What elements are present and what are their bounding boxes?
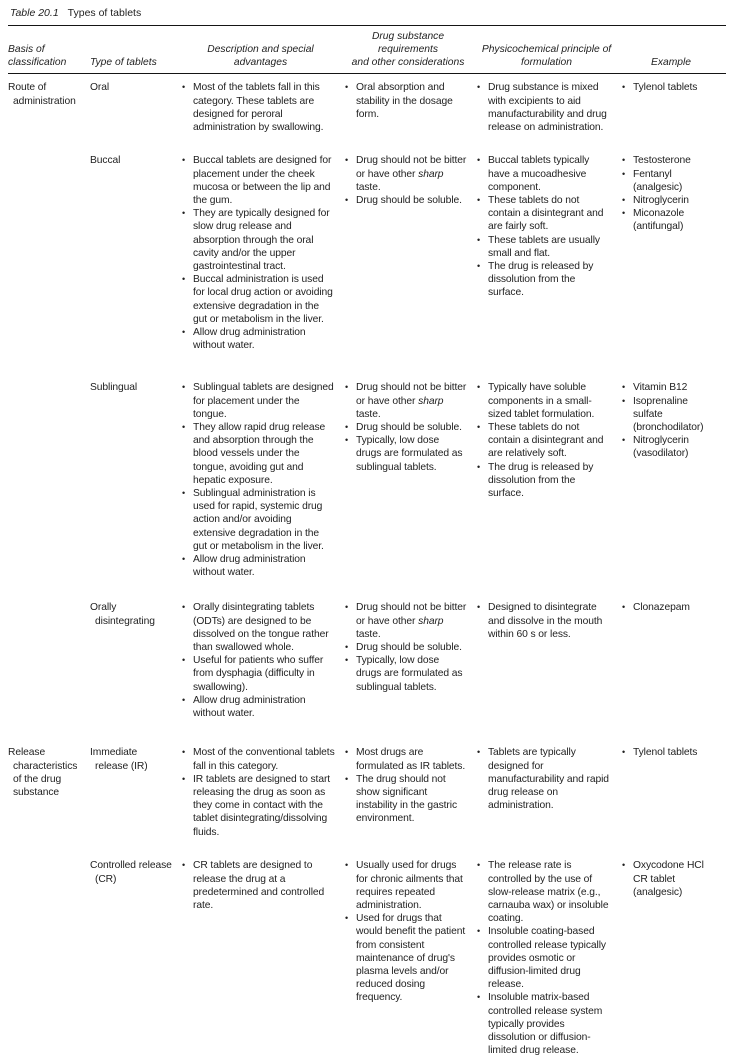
bullet-item: • Tylenol tablets [622, 82, 698, 94]
column-header-line: Example [650, 56, 692, 68]
description-cell [182, 601, 345, 739]
column-header-example [622, 26, 726, 73]
bullet-item: • Most of the tablets fall in this category. These tablets are designed for peroral administration by swallowing. [182, 82, 324, 133]
principle-cell [477, 81, 622, 147]
bullet-item: • Drug substance is mixed with excipients to aid manufacturability and drug release on administration. [477, 82, 607, 133]
type-cell: Controlled release (CR) [90, 860, 172, 885]
bullet-item: • Drug should be soluble. [345, 642, 462, 653]
bullet-icon: • [622, 382, 626, 393]
type-cell: Buccal [90, 155, 121, 167]
bullet-item: • Allow drug administration without water. [182, 554, 306, 579]
bullet-item: • Clonazepam [622, 602, 690, 614]
bullet-icon: • [477, 82, 481, 93]
description-cell [182, 859, 345, 1062]
bullet-icon: • [477, 461, 481, 472]
column-header-line: Type of tablets [90, 56, 157, 68]
bullet-icon: • [477, 155, 481, 166]
bullet-item: • Usually used for drugs for chronic ailments that requires repeated administration. [345, 860, 463, 911]
bullet-icon: • [182, 554, 186, 565]
example-cell [622, 859, 726, 1062]
bullet-icon: • [477, 926, 481, 937]
column-header-description-and-special-advantages [182, 26, 345, 73]
bullet-item: • Drug should not be bitter or have other sharp taste. [345, 155, 467, 193]
bullet-item: • The drug is released by dissolution from the surface. [477, 461, 594, 500]
bullet-icon: • [345, 642, 349, 652]
bullet-item: • Buccal administration is used for local drug action or avoiding extensive degradation in the gut or metabolism in the liver. [182, 274, 333, 325]
bullet-icon: • [477, 234, 481, 245]
bullet-icon: • [345, 860, 349, 871]
column-header-line: Drug substance requirements [371, 31, 445, 55]
bullet-item: • Tablets are typically designed for manufacturability and rapid drug release on administration. [477, 747, 609, 812]
bullet-item: • Testosterone [622, 155, 691, 167]
bullet-icon: • [477, 382, 481, 393]
bullet-icon: • [345, 602, 349, 613]
bullet-item: • Miconazole (antifungal) [622, 208, 685, 233]
bullet-icon: • [345, 435, 349, 446]
bullet-icon: • [182, 82, 186, 93]
bullet-item: • Buccal tablets typically have a mucoadhesive component. [477, 155, 590, 193]
bullet-item: • Fentanyl (analgesic) [622, 168, 683, 193]
bullet-item: • These tablets are usually small and flat. [477, 234, 600, 259]
bullet-item: • CR tablets are designed to release the drug at a predetermined and controlled rate. [182, 860, 325, 911]
example-cell [622, 746, 726, 852]
table-row [8, 739, 726, 852]
bullet-item: • Orally disintegrating tablets (ODTs) are designed to be dissolved on the tongue rather than swallowed whole. [182, 602, 329, 653]
bullet-icon: • [477, 422, 481, 432]
bullet-icon: • [345, 747, 349, 758]
bullet-icon: • [345, 422, 349, 432]
bullet-icon: • [477, 195, 481, 205]
bullet-icon: • [477, 602, 481, 613]
bullet-item: • Typically, low dose drugs are formulated as sublingual tablets. [345, 655, 463, 693]
example-cell [622, 381, 726, 594]
bullet-icon: • [477, 860, 481, 871]
bullet-icon: • [622, 860, 626, 871]
bullet-icon: • [622, 208, 626, 219]
bullet-icon: • [182, 208, 186, 219]
table-row [8, 147, 726, 374]
requirements-cell [345, 154, 477, 374]
type-cell: Orally disintegrating [90, 602, 155, 627]
bullet-item: • Typically have soluble components in a small-sized tablet formulation. [477, 382, 595, 420]
bullet-icon: • [622, 602, 626, 613]
bullet-item: • Sublingual tablets are designed for placement under the tongue. [182, 382, 334, 420]
table-row [8, 374, 726, 594]
bullet-icon: • [182, 274, 186, 285]
basis-cell [8, 154, 90, 374]
bullet-item: • Oxycodone HCl CR tablet (analgesic) [622, 860, 704, 898]
bullet-icon: • [345, 195, 349, 205]
description-cell [182, 154, 345, 374]
bullet-item: • The drug should not show significant instability in the gastric environment. [345, 773, 457, 825]
bullet-icon: • [622, 195, 626, 205]
bullet-icon: • [182, 422, 186, 432]
column-header-line: Basis of [8, 43, 45, 55]
table-number: Table 20.1 [10, 7, 59, 19]
bullet-item: • The drug is released by dissolution from the surface. [477, 261, 594, 299]
table-row [8, 74, 726, 147]
bullet-icon: • [182, 382, 186, 393]
bullet-item: • Allow drug administration without water. [182, 694, 306, 720]
bullet-icon: • [345, 913, 349, 924]
column-header-physicochemical-principle [477, 26, 622, 73]
bullet-item: • They allow rapid drug release and absorption through the blood vessels under the tongue, avoiding gut and hepatic exposure. [182, 422, 326, 486]
bullet-item: • Sublingual administration is used for rapid, systemic drug action and/or avoiding extensive degradation in the gut or metabolism in the liver. [182, 488, 324, 552]
bullet-item: • Drug should be soluble. [345, 422, 462, 433]
column-header-line: Physicochemical principle of [481, 43, 612, 55]
column-header-line: classification [8, 56, 67, 68]
column-header-line: advantages [233, 56, 288, 68]
document-page [8, 0, 726, 1062]
bullet-item: • Typically, low dose drugs are formulated as sublingual tablets. [345, 435, 463, 473]
bullet-item: • Oral absorption and stability in the dosage form. [345, 82, 453, 120]
bullet-item: • These tablets do not contain a disintegrant and are relatively soft. [477, 422, 604, 460]
bullet-item: • Most of the conventional tablets fall in this category. [182, 747, 335, 772]
description-cell [182, 381, 345, 594]
bullet-icon: • [182, 155, 186, 166]
bullet-item: • Buccal tablets are designed for placement under the cheek mucosa or between the lip and the gum. [182, 155, 332, 206]
bullet-icon: • [182, 773, 186, 784]
bullet-icon: • [622, 747, 626, 758]
bullet-item: • Vitamin B12 [622, 382, 688, 394]
table-title [8, 0, 726, 25]
bullet-icon: • [477, 747, 481, 758]
bullet-icon: • [622, 168, 626, 179]
bullet-icon: • [622, 395, 626, 406]
bullet-item: • Designed to disintegrate and dissolve in the mouth within 60 s or less. [477, 602, 603, 640]
bullet-icon: • [345, 773, 349, 784]
bullet-item: • They are typically designed for slow drug release and absorption through the oral cavity and/or the upper gastrointestinal tract. [182, 208, 330, 273]
bullet-item: • Drug should be soluble. [345, 195, 462, 206]
principle-cell [477, 746, 622, 852]
bullet-icon: • [182, 602, 186, 613]
bullet-icon: • [622, 155, 626, 166]
column-header-drug-substance-requirements [345, 26, 477, 73]
type-cell: Oral [90, 82, 110, 94]
requirements-cell [345, 859, 477, 1062]
bullet-icon: • [345, 382, 349, 393]
bullet-item: • Insoluble coating-based controlled release typically provides osmotic or diffusion-limited drug release. [477, 926, 606, 991]
column-header-type-of-tablets [90, 26, 182, 73]
basis-cell [8, 859, 90, 1062]
column-header-basis-of-classification [8, 26, 90, 73]
bullet-icon: • [345, 155, 349, 166]
table-body [8, 74, 726, 1062]
principle-cell [477, 859, 622, 1062]
principle-cell [477, 154, 622, 374]
column-header-line: Description and special [207, 43, 314, 55]
bullet-icon: • [182, 327, 186, 338]
bullet-icon: • [345, 82, 349, 93]
type-cell: Immediate release (IR) [90, 747, 148, 772]
table-row [8, 852, 726, 1062]
requirements-cell [345, 381, 477, 594]
bullet-item: • Most drugs are formulated as IR tablets. [345, 747, 466, 772]
bullet-item: • Tylenol tablets [622, 747, 698, 759]
bullet-icon: • [182, 747, 186, 758]
bullet-item: • IR tablets are designed to start releasing the drug as soon as they come in contact with the tablet disintegrating/dissolving fluids. [182, 773, 331, 838]
description-cell [182, 746, 345, 852]
bullet-item: • These tablets do not contain a disintegrant and are fairly soft. [477, 195, 604, 233]
requirements-cell [345, 746, 477, 852]
bullet-icon: • [622, 435, 626, 446]
bullet-item: • Nitroglycerin (vasodilator) [622, 435, 689, 460]
bullet-item: • Drug should not be bitter or have other sharp taste. [345, 382, 467, 420]
requirements-cell [345, 601, 477, 739]
example-cell [622, 154, 726, 374]
bullet-icon: • [182, 488, 186, 499]
principle-cell [477, 601, 622, 739]
bullet-icon: • [477, 992, 481, 1003]
bullet-item: • Used for drugs that would benefit the patient from consistent maintenance of drug's plasma levels and/or reduced dosing frequency. [345, 913, 466, 1004]
column-header-line: and other considerations [351, 56, 465, 68]
requirements-cell [345, 81, 477, 147]
table-header-row [8, 25, 726, 74]
principle-cell [477, 381, 622, 594]
column-header-line: formulation [521, 56, 572, 68]
bullet-item: • Allow drug administration without water. [182, 327, 306, 352]
table-caption: Types of tablets [67, 7, 142, 19]
bullet-icon: • [622, 82, 626, 93]
description-cell [182, 81, 345, 147]
basis-cell [8, 381, 90, 594]
bullet-item: • Drug should not be bitter or have other sharp taste. [345, 602, 467, 640]
example-cell [622, 601, 726, 739]
bullet-item: • The release rate is controlled by the use of slow-release matrix (e.g., carnauba wax) or insoluble coating. [477, 860, 609, 925]
type-cell: Sublingual [90, 382, 138, 394]
bullet-icon: • [182, 694, 186, 705]
bullet-item: • Isoprenaline sulfate (bronchodilator) [622, 395, 704, 433]
basis-cell [8, 601, 90, 739]
bullet-icon: • [345, 655, 349, 666]
bullet-icon: • [182, 655, 186, 666]
basis-cell: Route of administration [8, 82, 76, 107]
basis-cell: Release characteristics of the drug substance [8, 747, 78, 798]
bullet-item: • Nitroglycerin [622, 195, 689, 206]
example-cell [622, 81, 726, 147]
bullet-item: • Useful for patients who suffer from dysphagia (difficulty in swallowing). [182, 655, 324, 693]
bullet-icon: • [182, 860, 186, 871]
bullet-icon: • [477, 261, 481, 272]
bullet-item: • Insoluble matrix-based controlled release system typically provides dissolution or diffusion-limited drug release. [477, 992, 603, 1057]
table-row [8, 594, 726, 739]
